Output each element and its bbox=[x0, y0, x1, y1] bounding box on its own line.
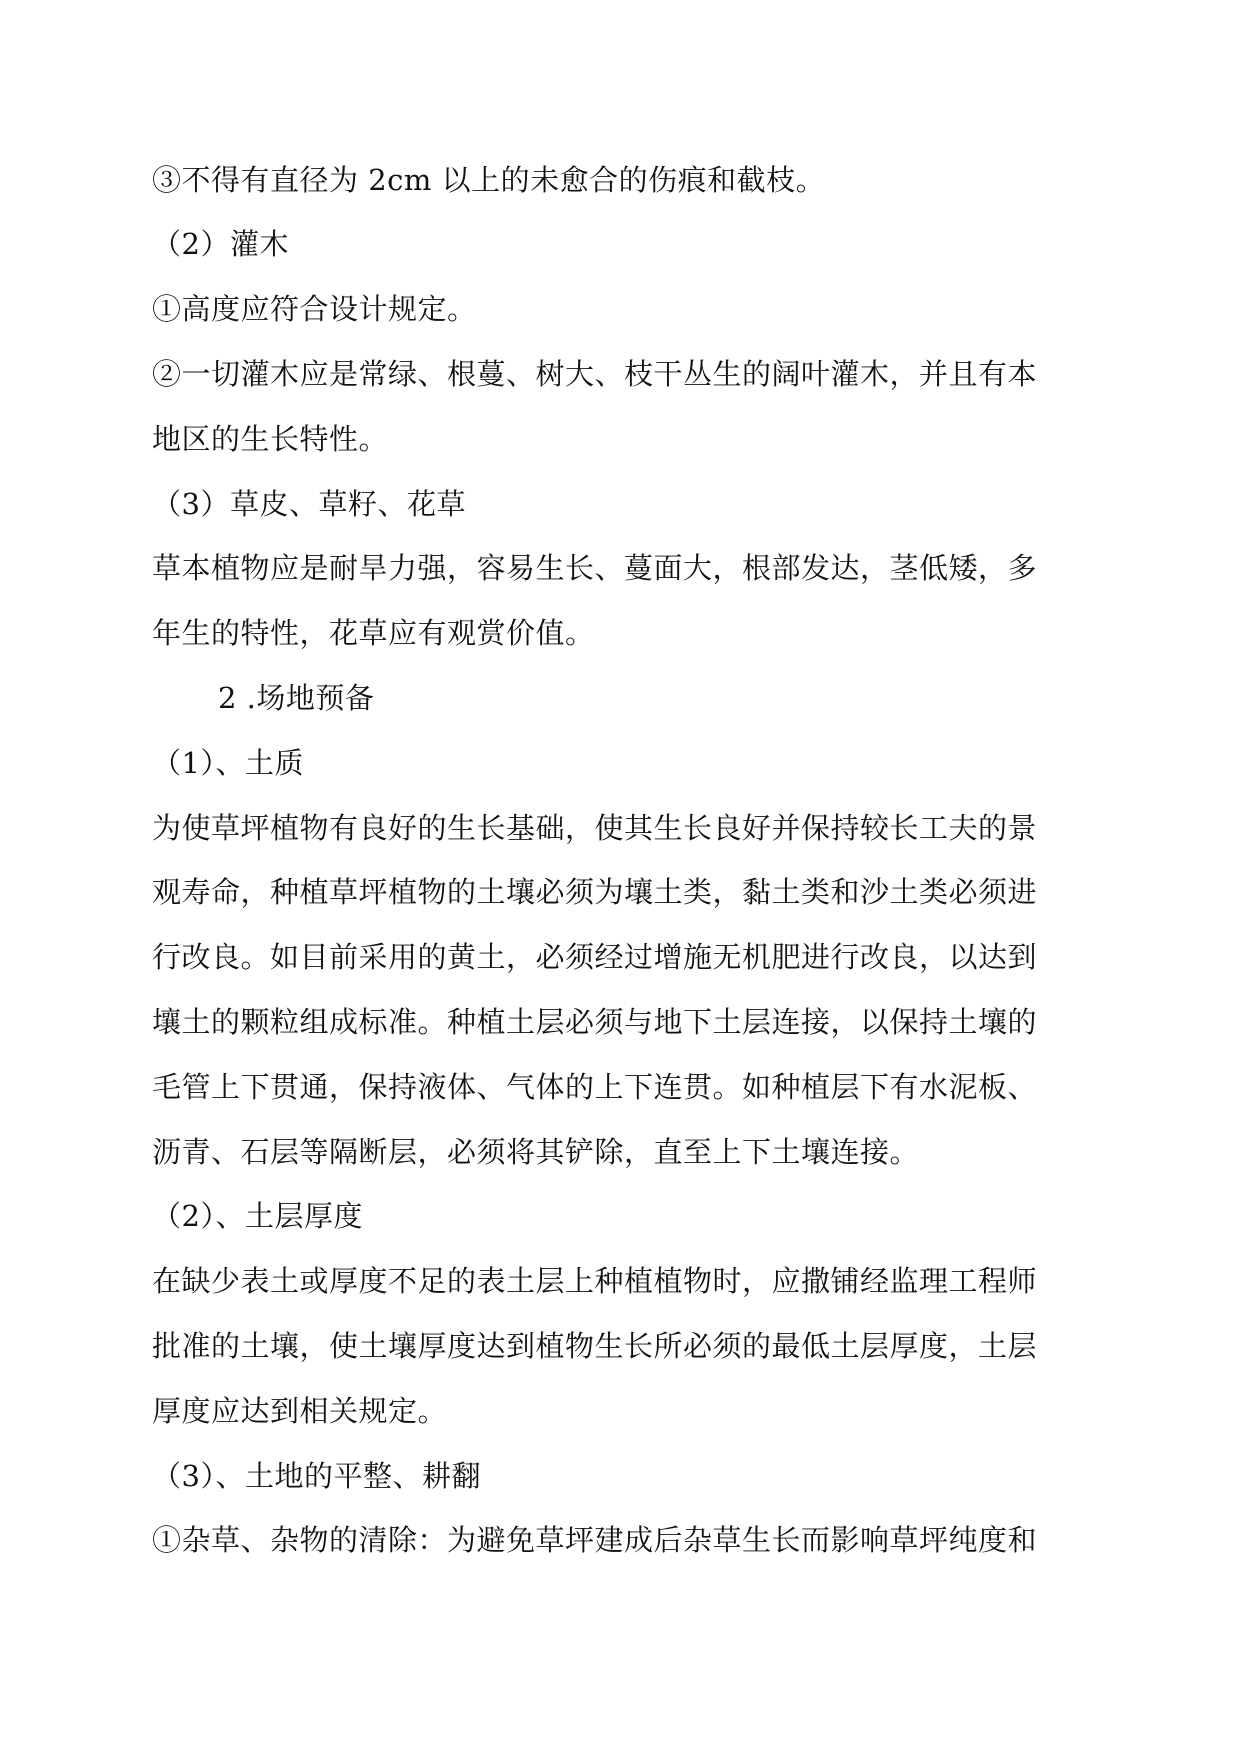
section-heading: （3）草皮、草籽、花草 bbox=[152, 487, 466, 521]
text-line: 毛管上下贯通，保持液体、气体的上下连贯。如种植层下有水泥板、 bbox=[152, 1070, 1038, 1104]
text-line: 行改良。如目前采用的黄土，必须经过增施无机肥进行改良，以达到 bbox=[152, 940, 1038, 974]
text-line: 为使草坪植物有良好的生长基础，使其生长良好并保持较长工夫的景 bbox=[152, 811, 1038, 845]
section-heading: （2）、土层厚度 bbox=[152, 1199, 363, 1233]
section-heading: （3）、土地的平整、耕翻 bbox=[152, 1459, 481, 1493]
text-line: 厚度应达到相关规定。 bbox=[152, 1394, 448, 1428]
text-line: ③不得有直径为 2cm 以上的未愈合的伤痕和截枝。 bbox=[152, 163, 826, 197]
text-line: ①高度应符合设计规定。 bbox=[152, 292, 477, 326]
text-line: 在缺少表土或厚度不足的表土层上种植植物时，应撒铺经监理工程师 bbox=[152, 1264, 1038, 1298]
text-line: 壤土的颗粒组成标准。种植土层必须与地下土层连接，以保持土壤的 bbox=[152, 1005, 1038, 1039]
text-line: ②一切灌木应是常绿、根蔓、树大、枝干丛生的阔叶灌木，并且有本 bbox=[152, 357, 1038, 391]
text-line: ①杂草、杂物的清除：为避免草坪建成后杂草生长而影响草坪纯度和 bbox=[152, 1523, 1038, 1557]
text-line: 年生的特性，花草应有观赏价值。 bbox=[152, 616, 595, 650]
section-heading: （2）灌木 bbox=[152, 227, 289, 261]
text-line: 草本植物应是耐旱力强，容易生长、蔓面大，根部发达，茎低矮，多 bbox=[152, 551, 1038, 585]
text-line: 观寿命，种植草坪植物的土壤必须为壤土类，黏土类和沙土类必须进 bbox=[152, 875, 1038, 909]
text-line: 地区的生长特性。 bbox=[152, 422, 389, 456]
section-heading: 2 .场地预备 bbox=[218, 681, 375, 715]
text-line: 批准的土壤，使土壤厚度达到植物生长所必须的最低土层厚度，土层 bbox=[152, 1329, 1038, 1363]
section-heading: （1）、土质 bbox=[152, 746, 304, 780]
text-line: 沥青、石层等隔断层，必须将其铲除，直至上下土壤连接。 bbox=[152, 1135, 920, 1169]
